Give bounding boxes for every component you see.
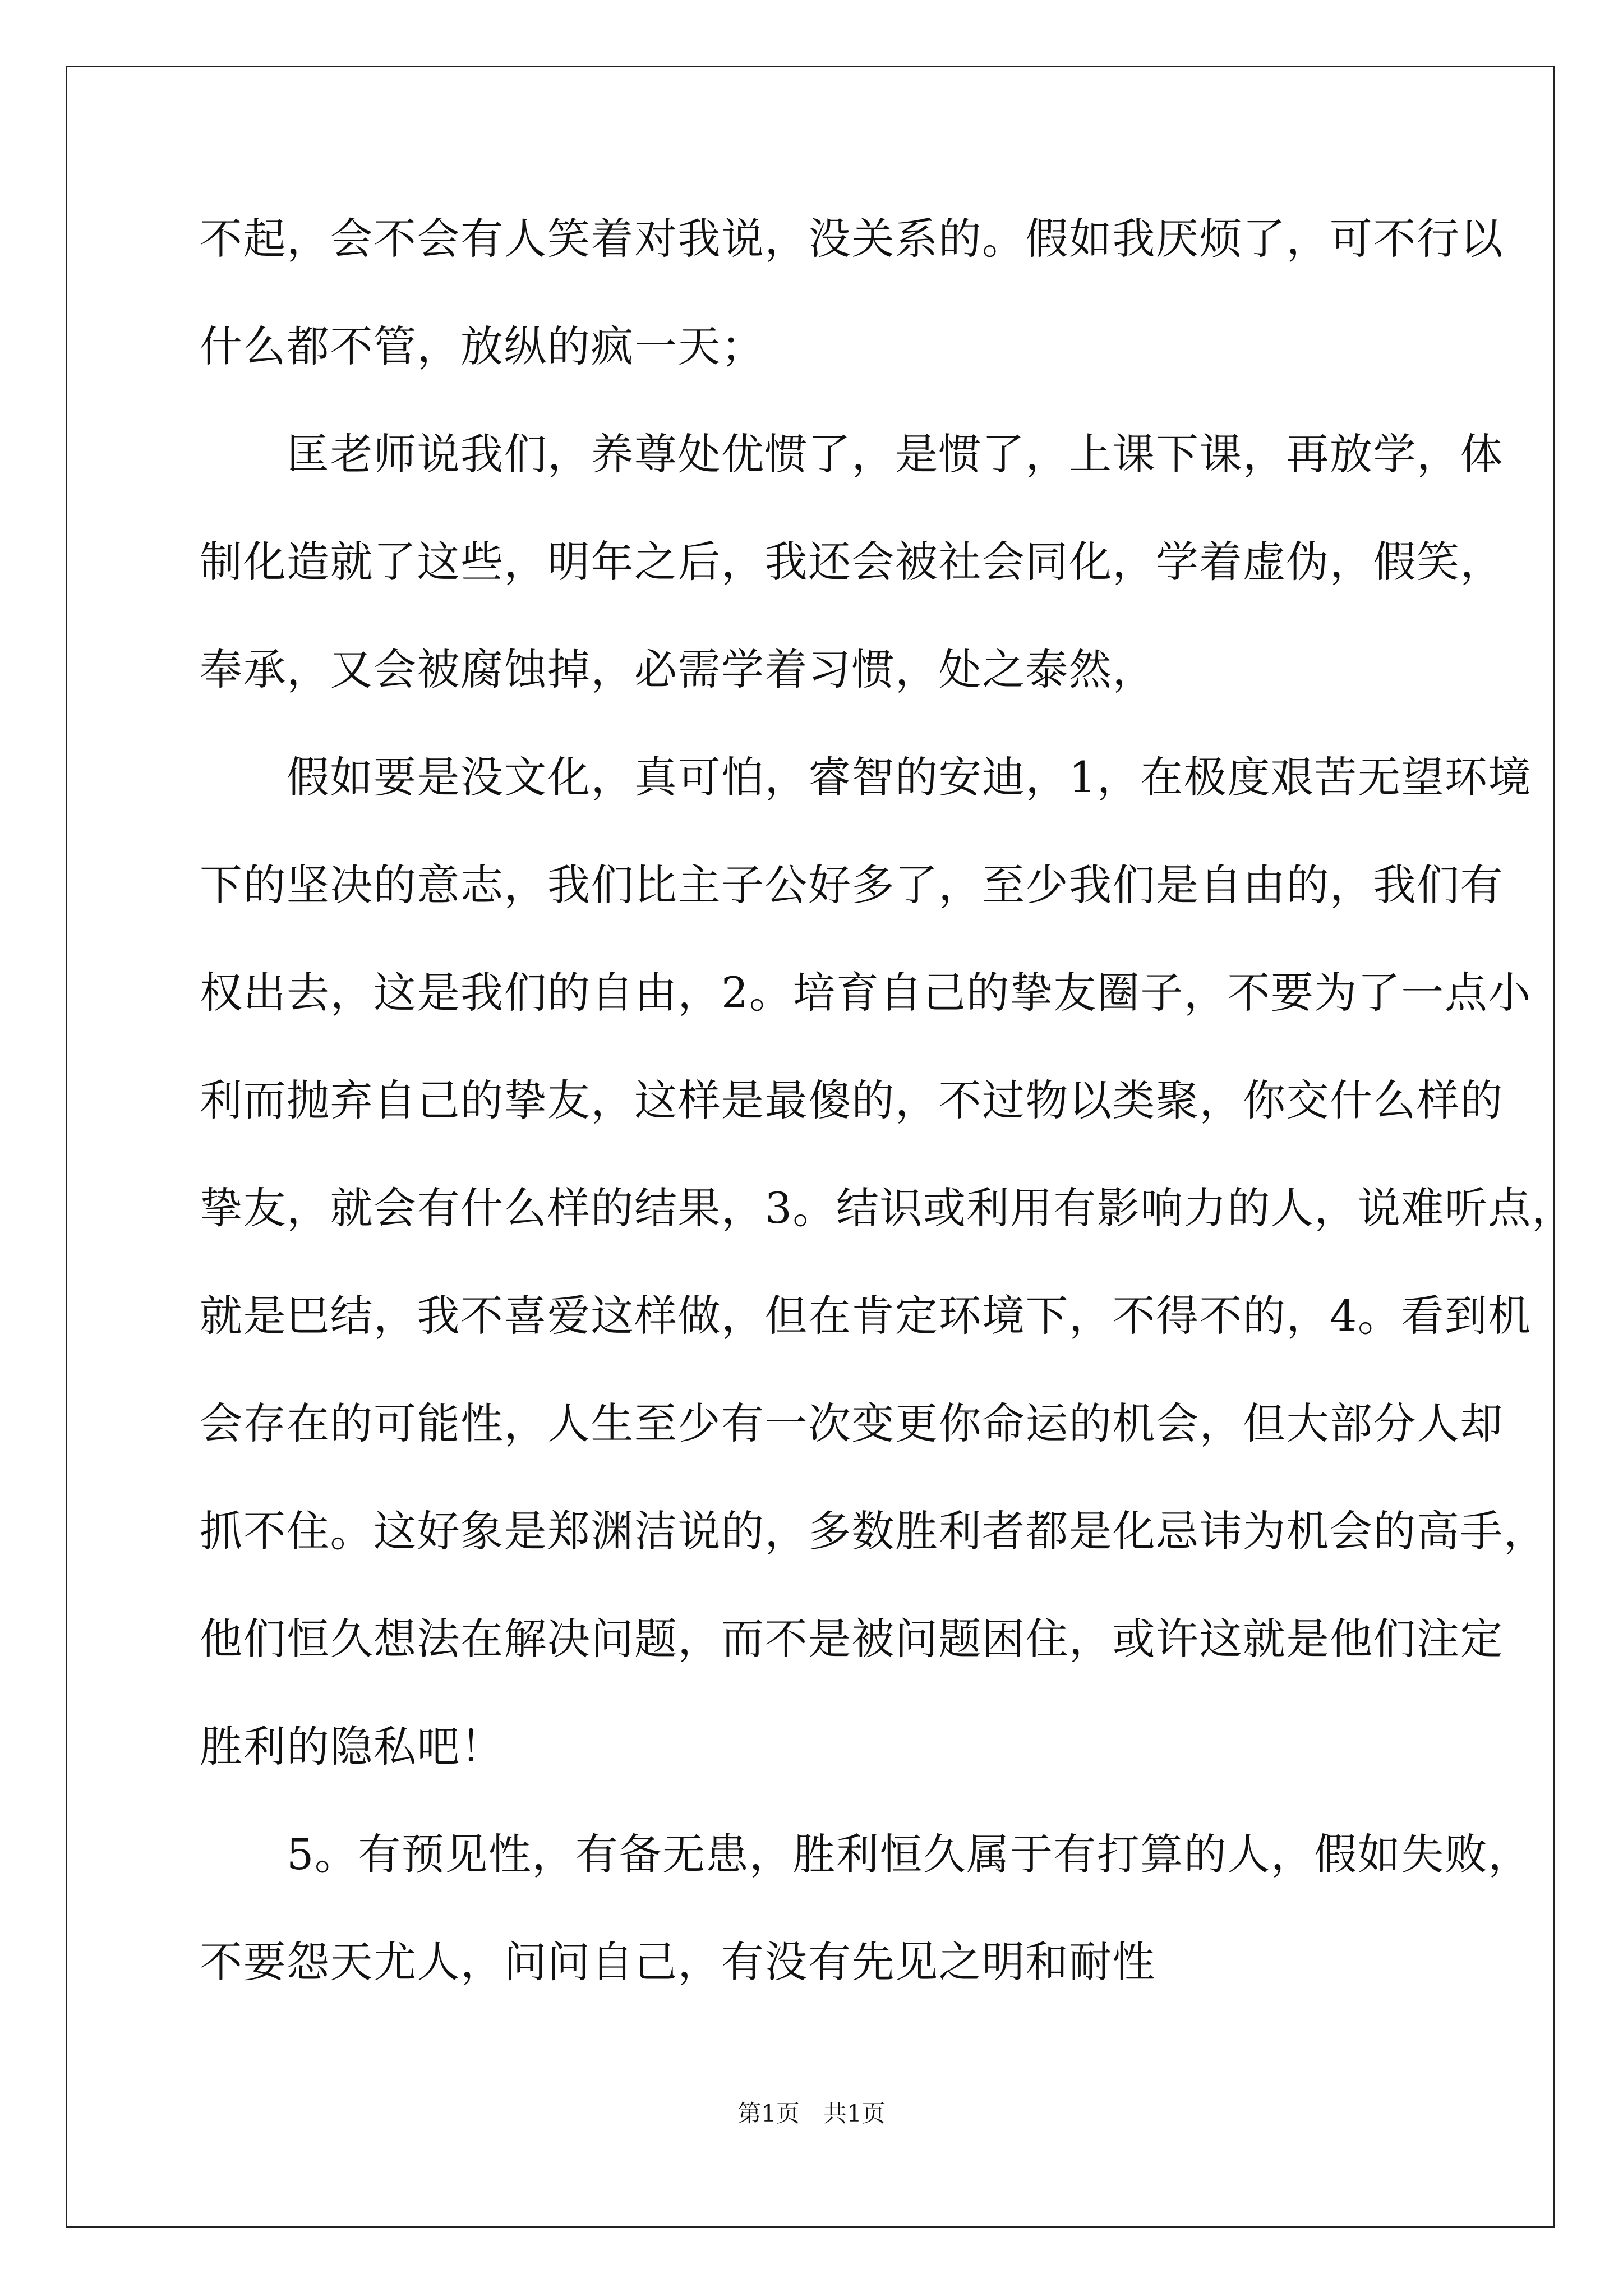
text-line: 不要怨天尤人，问问自己，有没有先见之明和耐性: [200, 1937, 1156, 1987]
page-number-footer: 第1页 共1页: [737, 2100, 886, 2127]
text-line: 会存在的可能性，人生至少有一次变更你命运的机会，但大部分人却: [200, 1398, 1504, 1448]
page-border: [66, 66, 1555, 2228]
text-line: 假如要是没文化，真可怕，睿智的安迪，1，在极度艰苦无望环境: [200, 752, 1532, 802]
text-line: 不起，会不会有人笑着对我说，没关系的。假如我厌烦了，可不行以: [200, 214, 1504, 264]
text-line: 5。有预见性，有备无患，胜利恒久属于有打算的人，假如失败，: [200, 1829, 1532, 1879]
text-line: 奉承，又会被腐蚀掉，必需学着习惯，处之泰然，: [200, 645, 1156, 694]
text-line: 什么都不管，放纵的疯一天；: [200, 321, 765, 371]
text-line: 利而抛弃自己的挚友，这样是最傻的，不过物以类聚，你交什么样的: [200, 1075, 1504, 1125]
text-line: 抓不住。这好象是郑渊洁说的，多数胜利者都是化忌讳为机会的高手，: [200, 1506, 1547, 1556]
text-line: 权出去，这是我们的自由，2。培育自己的挚友圈子，不要为了一点小: [200, 968, 1532, 1018]
text-line: 下的坚决的意志，我们比主子公好多了，至少我们是自由的，我们有: [200, 860, 1504, 910]
text-line: 挚友，就会有什么样的结果，3。结识或利用有影响力的人，说难听点，: [200, 1183, 1575, 1233]
text-line: 匡老师说我们，养尊处优惯了，是惯了，上课下课，再放学，体: [200, 429, 1504, 479]
text-line: 他们恒久想法在解决问题，而不是被问题困住，或许这就是他们注定: [200, 1614, 1504, 1664]
text-line: 胜利的隐私吧！: [200, 1722, 504, 1772]
text-line: 制化造就了这些，明年之后，我还会被社会同化，学着虚伪，假笑，: [200, 537, 1504, 587]
text-line: 就是巴结，我不喜爱这样做，但在肯定环境下，不得不的，4。看到机: [200, 1291, 1532, 1341]
